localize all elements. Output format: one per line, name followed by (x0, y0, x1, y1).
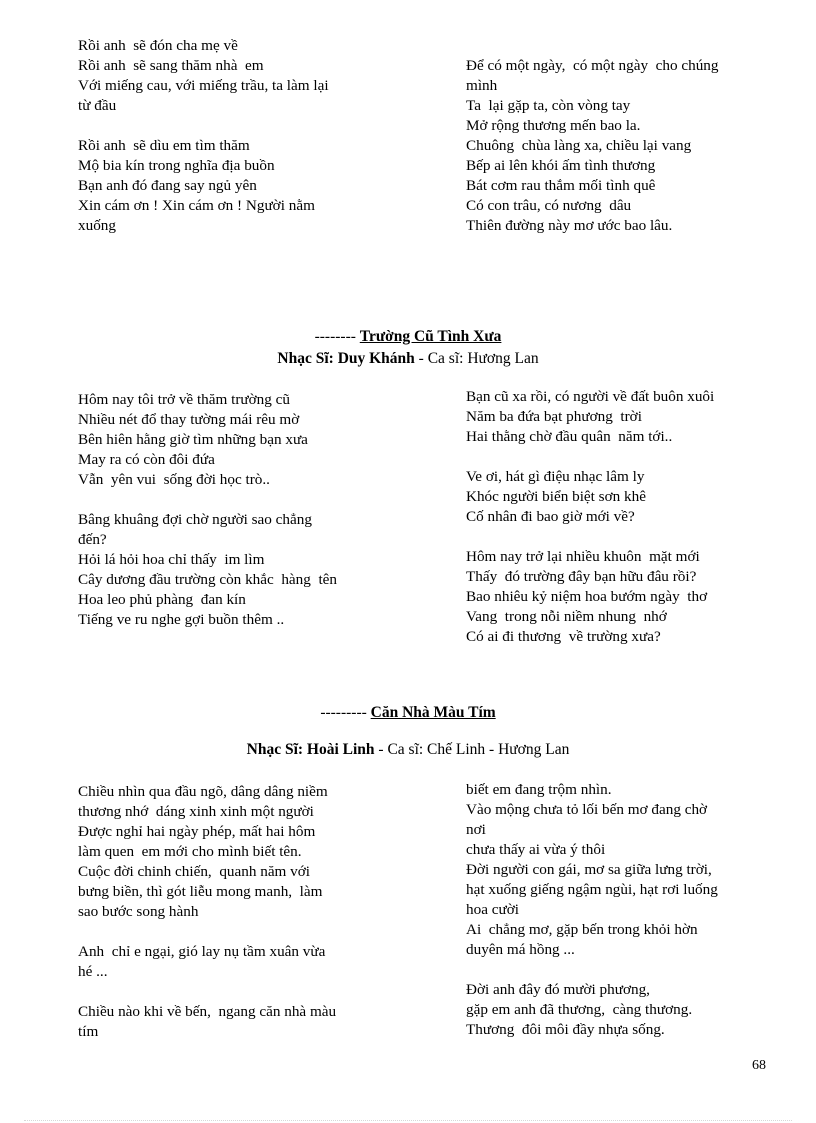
lyric-line: Ai chẳng mơ, gặp bến trong khỏi hờn (466, 921, 698, 938)
lyric-line: làm quen em mới cho mình biết tên. (78, 843, 302, 860)
lyric-line (78, 982, 408, 1002)
song2-right-column (466, 780, 796, 1040)
lyric-line: Chiều nào khi về bến, ngang căn nhà màu (78, 1003, 337, 1020)
lyric-line: Được nghỉ hai ngày phép, mất hai hôm (78, 823, 316, 840)
lyric-line: bưng biền, thì gót liễu mong manh, làm (78, 883, 323, 900)
lyric-line (78, 490, 408, 510)
lyric-line: Đời người con gái, mơ sa giữa lưng trời, (466, 861, 712, 878)
lyric-line: Vang trong nỗi niềm nhung nhớ (466, 608, 667, 625)
lyric-line: Chiều nhìn qua đầu ngõ, dâng dâng niềm (78, 783, 328, 800)
lyric-line: Anh chỉ e ngại, gió lay nụ tầm xuân vừa (78, 943, 326, 960)
lyric-line: Chuông chùa làng xa, chiều lại vang (466, 137, 692, 154)
lyric-line: tím (78, 1023, 99, 1040)
lyric-line: Bạn anh đó đang say ngủ yên (78, 177, 257, 194)
lyric-line (466, 527, 796, 547)
lyric-line: sao bước song hành (78, 903, 199, 920)
lyric-line: Cuộc đời chinh chiến, quanh năm với (78, 863, 311, 880)
lyric-line: Tiếng ve ru nghe gợi buồn thêm .. (78, 611, 285, 628)
lyric-line: Bâng khuâng đợi chờ người sao chẳng (78, 511, 312, 528)
lyric-line: mình (466, 77, 498, 94)
lyric-line: gặp em anh đã thương, càng thương. (466, 1001, 693, 1018)
lyric-line: Bên hiên hằng giờ tìm những bạn xưa (78, 431, 308, 448)
song2-left-column (78, 782, 408, 1042)
lyric-line: Xin cám ơn ! Xin cám ơn ! Người nằm (78, 197, 315, 214)
lyric-line: Bếp ai lên khói ấm tình thương (466, 157, 656, 174)
lyric-line: hoa cười (466, 901, 519, 918)
lyric-line: Nhiều nét đổ thay tường mái rêu mờ (78, 411, 300, 428)
lyric-line: Hai thằng chờ đầu quân năm tới.. (466, 428, 673, 445)
lyric-line: Với miếng cau, với miếng trầu, ta làm lại (78, 77, 329, 94)
lyric-line (466, 960, 796, 980)
song1-singer: - Ca sĩ: Hương Lan (414, 350, 539, 367)
lyric-line: Bát cơm rau thắm mối tình quê (466, 177, 656, 194)
lyric-line: duyên má hồng ... (466, 941, 575, 958)
song1-title: Trường Cũ Tình Xưa (359, 328, 502, 345)
lyric-line: Cây dương đầu trường còn khắc hàng tên (78, 571, 338, 588)
lyric-line: Ta lại gặp ta, còn vòng tay (466, 97, 631, 114)
lyric-line: Đời anh đây đó mười phương, (466, 981, 650, 998)
lyric-line: Khóc người biển biệt sơn khê (466, 488, 646, 505)
song2-composer: Nhạc Sĩ: Hoài Linh (246, 741, 375, 758)
lyric-line: Có con trâu, có nương dâu (466, 197, 632, 214)
lyric-line: Cố nhân đi bao giờ mới về? (466, 508, 635, 525)
top-right-column (466, 56, 796, 236)
lyric-line: Thấy đó trường đây bạn hữu đâu rồi? (466, 568, 697, 585)
song2-title: Căn Nhà Màu Tím (370, 704, 496, 721)
song1-left-column (78, 390, 408, 630)
lyric-line: May ra có còn đôi đứa (78, 451, 215, 468)
lyric-line: Năm ba đứa bạt phương trời (466, 408, 642, 425)
song1-right-column (466, 387, 796, 647)
lyric-line: thương nhớ dáng xinh xinh một người (78, 803, 314, 820)
lyric-line (78, 922, 408, 942)
lyric-line: từ đầu (78, 97, 117, 114)
lyric-line (466, 447, 796, 467)
lyric-line: nơi (466, 821, 486, 838)
lyric-line: Rồi anh sẽ dìu em tìm thăm (78, 137, 250, 154)
lyric-line: Hôm nay tôi trở về thăm trường cũ (78, 391, 290, 408)
lyric-line: Thương đôi môi đầy nhựa sống. (466, 1021, 665, 1038)
song2-dashes: --------- (320, 704, 371, 721)
song1-dashes: -------- (314, 328, 360, 345)
bottom-divider (24, 1120, 792, 1121)
lyric-line: Để có một ngày, có một ngày cho chúng (466, 57, 719, 74)
song2-title-line (0, 704, 816, 722)
lyric-line: hạt xuống giếng ngậm ngùi, hạt rơi luống (466, 881, 718, 898)
lyric-line: Hỏi lá hỏi hoa chỉ thấy im lìm (78, 551, 265, 568)
song1-credits (0, 350, 816, 368)
lyric-line: biết em đang trộm nhìn. (466, 781, 612, 798)
top-left-column (78, 36, 408, 236)
lyric-line: Mộ bia kín trong nghĩa địa buồn (78, 157, 275, 174)
lyric-line: Bao nhiêu kỷ niệm hoa bướm ngày thơ (466, 588, 708, 605)
song2-credits (0, 741, 816, 759)
lyric-line: Thiên đường này mơ ước bao lâu. (466, 217, 673, 234)
song1-title-line (0, 328, 816, 346)
song1-composer: Nhạc Sĩ: Duy Khánh (277, 350, 415, 367)
lyric-line: Mở rộng thương mến bao la. (466, 117, 641, 134)
lyric-line: Vẫn yên vui sống đời học trò.. (78, 471, 270, 488)
lyric-line: Có ai đi thương về trường xưa? (466, 628, 661, 645)
lyric-line: Rồi anh sẽ sang thăm nhà em (78, 57, 264, 74)
lyric-line: Vào mộng chưa tỏ lối bến mơ đang chờ (466, 801, 708, 818)
lyric-line: Rồi anh sẽ đón cha mẹ về (78, 37, 238, 54)
lyric-line: Ve ơi, hát gì điệu nhạc lâm ly (466, 468, 645, 485)
lyric-line: chưa thấy ai vừa ý thôi (466, 841, 606, 858)
lyric-line: hé ... (78, 963, 108, 980)
lyric-line: Hôm nay trở lại nhiều khuôn mặt mới (466, 548, 700, 565)
page-number: 68 (752, 1058, 766, 1073)
lyric-line: đến? (78, 531, 107, 548)
song2-singer: - Ca sĩ: Chế Linh - Hương Lan (374, 741, 570, 758)
lyric-line: xuống (78, 217, 116, 234)
lyric-line (78, 116, 408, 136)
lyric-line: Bạn cũ xa rồi, có người về đất buôn xuôi (466, 388, 715, 405)
lyric-line: Hoa leo phủ phàng đan kín (78, 591, 246, 608)
